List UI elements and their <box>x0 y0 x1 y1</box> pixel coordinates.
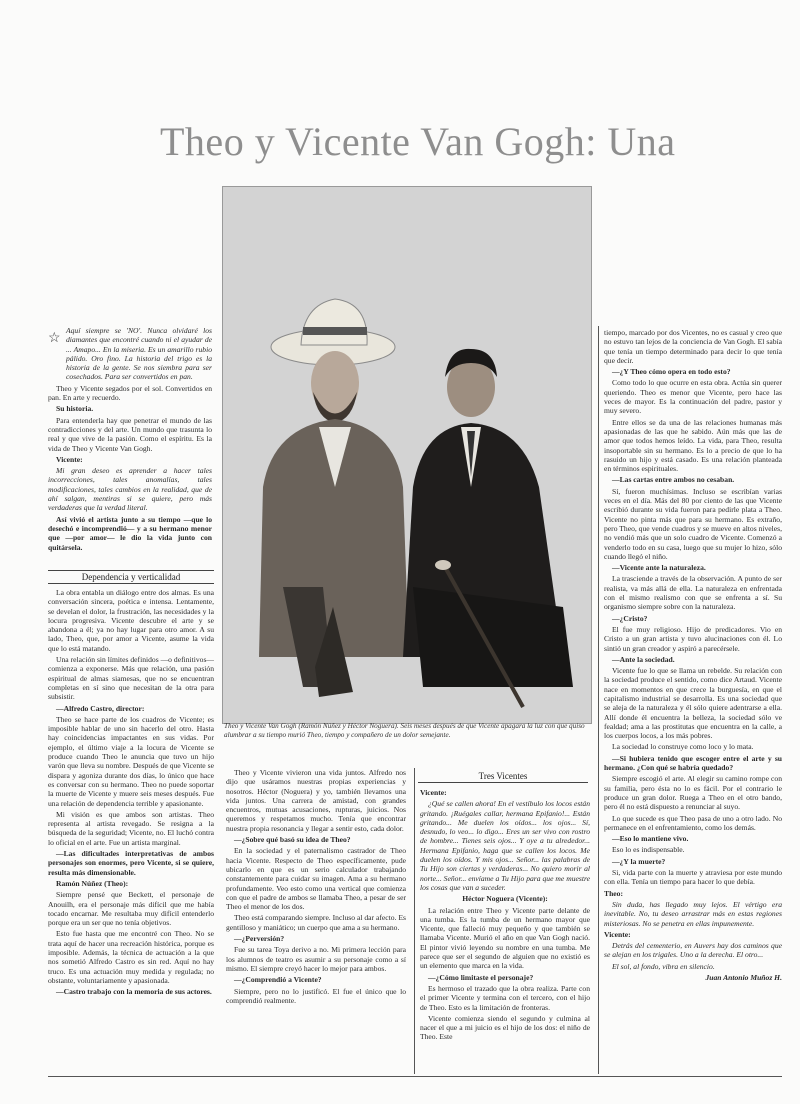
paragraph: En la sociedad y el paternalismo castrador de Theo hacia Vicente. Respecto de Theo específicamente, pude ubicarlo en que es un serio calculador trabajando constantemente para cuidar su imagen. Ama a su hermano profundamente. Veo esto como una vertical que comienza con que el padre de ambos se llamaba Theo, a pesar de ser Theo el menor de los dos. <box>226 846 406 912</box>
box-title: Tres Vicentes <box>418 770 588 783</box>
page-rule <box>48 1076 782 1077</box>
paragraph: Eso lo es indispensable. <box>612 845 685 855</box>
article-photo <box>222 186 592 724</box>
star-icon: ☆ <box>48 331 61 346</box>
intro-paragraph: Theo y Vicente segados por el sol. Convertidos en pan. En arte y recuerdo. <box>48 383 212 403</box>
paragraph: Es hermoso el trazado que la obra realiza. Parte con el primer Vicente y termina con el tercero, con el hijo de Theo. Esto es la limitación de fronteras. <box>420 983 590 1012</box>
paragraph: Siempre escogió el arte. Al elegir su camino rompe con su familia, pero ésta no lo es fácil. Por el contrario le produce un gran dolor. Ruega a Theo en el otro bando, pero él no está dispuesto a renunciar al suyo. <box>604 774 782 812</box>
intro-quote: Aquí siempre se 'NO'. Nunca olvidaré los diamantes que encontré cuando ni el ayudar de ... Amapo... En la miseria. Es un amarillo rubio pálido. Oro fino. La historia del trigo es la historia de la gente. Se nos siembra para ser cosechados. Para ser convertidos en pan. <box>66 326 212 382</box>
paragraph: Fue su tarea Toya derivo a no. Mi primera lección para los alumnos de teatro es asumir a su personaje como a sí mismo. El siempre creyó hacer lo mejor para ambos. <box>226 945 406 973</box>
paragraph: —¿Perversión? <box>234 934 285 944</box>
paragraph: Héctor Noguera (Vicente): <box>462 894 548 904</box>
paragraph: Siempre, pero no lo justificó. El fue el único que lo comprendió realmente. <box>226 986 406 1005</box>
section-title: Dependencia y verticalidad <box>48 570 214 584</box>
intro-paragraph: Vicente: <box>56 454 83 464</box>
paragraph: El fue muy religioso. Hijo de predicadores. Vio en Cristo a un gran artista y tuvo alucinaciones con él. Lo sintió un gran creador y aspiró a parecérsele. <box>604 624 782 653</box>
left-column <box>48 588 214 1044</box>
paragraph: —¿Y Theo cómo opera en todo esto? <box>612 367 731 377</box>
paragraph: Si, vida parte con la muerte y atraviesa por este mundo con ella. Tenía un tiempo para hacer lo que debía. <box>604 868 782 887</box>
paragraph: La trasciende a través de la observación. A punto de ser realista, va más allá de ella. La naturaleza en enfrentada con el mismo realismo con que se enfrenta a sí. Su organismo siempre sobre con la naturaleza. <box>604 574 782 612</box>
paragraph: —Castro trabajo con la memoria de sus actores. <box>56 987 212 997</box>
paragraph: —Las dificultades interpretativas de ambos personajes son enormes, pero Vicente, si se quiere, resulta más dimensionable. <box>48 849 214 877</box>
paragraph: —Las cartas entre ambos no cesaban. <box>612 475 735 485</box>
paragraph: Theo está comparando siempre. Incluso al dar afecto. Es gentilloso y maniático; un cuerpo que ama a su hermano. <box>226 913 406 932</box>
paragraph: ¿Qué se callen ahora! En el vestíbulo los locos están gritando. ¡Ruégales callar, hermana Epifanio!... Están gritando... Me duelen los oídos... los ojos... Sí, desnudo, lo veo... lo digo... Eres un ser vivo con rostro de hombre... Tienes seis ojos... Y oye a tu alrededor... Hermana Epifanio, haga que se callen los locos. Me duelen los oídos. Y mis ojos... Señor... las palabras de Tu Hijo son ciertas y verdaderas... No quiero morir al norte... Señor... envíame a Tu Hijo para que me muestre los cosas que van a suceder. <box>420 799 590 892</box>
paragraph: Siempre pensé que Beckett, el personaje de Anouilh, era el personaje más difícil que me había tocado encarnar. Me resultaba muy difícil entenderlo porque era un ser que no tenía objetivos. <box>48 890 214 928</box>
paragraph: Vicente: <box>604 929 631 939</box>
paragraph: Mi visión es que ambos son artistas. Theo representa al artista revegado. Se resigna a la búsqueda de la seguridad; Vicente, no. El luchó contra lo oficial en el arte. Fue un artista marginal. <box>48 809 214 847</box>
right-column <box>604 328 782 1080</box>
box-column <box>420 788 590 1074</box>
paragraph: Como todo lo que ocurre en esta obra. Actúa sin querer queriendo. Theo es menor que Vicente, pero hace las veces de mayor. Es la continuación del padre, pastor y muy severo. <box>604 378 782 416</box>
paragraph: —¿Y la muerte? <box>612 856 666 866</box>
column-divider <box>598 326 599 1074</box>
paragraph: Vicente comienza siendo el segundo y culmina al nacer el que a mi juicio es el hijo de los dos: el niño de Theo. Este <box>420 1013 590 1042</box>
paragraph: La relación entre Theo y Vicente parte delante de una tumba. Es la tumba de un hermano mayor que Vicente, que falleció muy pequeño y que también se llamaba Vicente. Murió el año en que Van Gogh nació. El pintor vivió leyendo su nombre en una tumba. Me parece que ser el segundo de alguien que no existió es un elemento que marca en la vida. <box>420 905 590 971</box>
photo-caption: Theo y Vicente Van Gogh (Ramón Núñez y Héctor Noguera). Seis meses después de que Vicente apagara la luz con que quiso alumbrar a su tiempo murió Theo, tiempo y compañero de un dolor semejante. <box>224 722 585 739</box>
paragraph: Sí, fueron muchísimas. Incluso se escribían varias veces en el día. Más del 80 por ciento de las que Vicente escribió durante su vida fueron para pedirle plata a Theo. Vicente no pinta más que para su hermano. Es extraño, pero Theo, que vende cuadros y se mueve en altos niveles, no vendió más que un solo cuadro de Vicente. Comenzó a venderlo todo en su casa, luego que su mujer lo hizo, sólo cuando llegó el niño. <box>604 486 782 561</box>
paragraph: La sociedad lo construye como loco y lo mata. <box>612 742 754 752</box>
paragraph: —¿Cristo? <box>612 613 648 623</box>
middle-column <box>226 768 406 1068</box>
paragraph: La obra entabla un diálogo entre dos almas. Es una conversación sincera, poética e intensa. Lentamente, se develan el dolor, la frustración, las necesidades y la locura progresiva. Vicente descubre el arte y se abandona a él; ya no hay lugar para otro amor. A su lado, Theo, que, por amor a Vicente, asume la vida que lo está matando. <box>48 588 214 653</box>
paragraph: —Si hubiera tenido que escoger entre el arte y su hermano. ¿Con qué se habría quedado? <box>604 753 782 773</box>
paragraph: Ramón Núñez (Theo): <box>56 878 129 888</box>
paragraph: —Alfredo Castro, director: <box>56 703 145 713</box>
intro-paragraph: Para entenderla hay que penetrar el mundo de las contradicciones y del arte. Un mundo que trasunta lo real y que vive de la pasión. Como el espíritu. Es la vida de Theo y Vicente Van Gogh. <box>48 415 212 453</box>
paragraph: Theo: <box>604 888 623 898</box>
paragraph: Theo se hace parte de los cuadros de Vicente; es imposible hablar de uno sin hacerlo del otro. Hasta hay coincidencias impactantes en sus vidas. Por ejemplo, el último viaje a la locura de Vicente se produce cuando Theo le anuncia que tuvo un hijo varón que lleva su nombre. Después de que Vicente se dispara y agoniza durante dos días, lo único que hace es conversar con su hermano. Theo no puede soportar la muerte de Vicente y muere seis meses después. Fue una relación de dependencia terrible y apasionante. <box>48 714 214 808</box>
paragraph: Theo y Vicente vivieron una vida juntos. Alfredo nos dijo que usáramos nuestras propias experiencias y nosotros. Héctor (Noguera) y yo, también llevamos una vida juntos. Una carrera de amistad, con grandes encuentros, mutuas acusaciones, rupturas, juicios. Nos queremos y respetamos mucho. Tenía que encontrar nuestra propia resonancia y llegar a sentir esto, cada dolor. <box>226 768 406 833</box>
paragraph: Detrás del cementerio, en Auvers hay dos caminos que se alejan en los trigales. Uno a la derecha. El otro... <box>604 941 782 960</box>
paragraph: Vicente fue lo que se llama un rebelde. Su relación con la sociedad produce el sentido, como dice Artaud. Vicente nace en momentos en que crece la burguesía, en que el capitalismo industrial se desarrolla. Es una sociedad que se aleja de la naturaleza y él sólo quiere adentrarse a ella. Allí donde él encuentra la belleza, la sociedad sólo ve fealdad; ama a las prostitutas que encuentra en la calle, a los cuerpos locos, a los más pobres. <box>604 666 782 741</box>
paragraph: El sol, al fondo, vibra en silencio. <box>612 961 715 971</box>
paragraph: Esto fue hasta que me encontré con Theo. No se trata aquí de hacer una recreación histórica, porque es imposible. Además, la técnica de actuación a la que nos sometió Alfredo Castro es sin red. Aquí no hay truco. Es una actuación muy medida y regulada; no obstante, voluntariamente y apasionada. <box>48 929 214 985</box>
paragraph: Una relación sin límites definidos —o definitivos— comienza a exponerse. Más que relación, una pasión espiritual de almas siamesas, que no se encuentran completas en sí sino que necesitan de la otra para subsistir. <box>48 655 214 702</box>
paragraph: —¿Cómo limitaste el personaje? <box>428 972 534 982</box>
paragraph: —Vicente ante la naturaleza. <box>612 563 706 573</box>
intro-paragraph: Su historia. <box>56 404 94 414</box>
intro-paragraph: Así vivió el artista junto a su tiempo —que lo desechó e incomprendió— y a su hermano menor que —por amor— le dio la vida junto con quitársela. <box>48 514 212 552</box>
paragraph: tiempo, marcado por dos Vicentes, no es casual y creo que no estuvo tan lejos de la conciencia de Van Gogh. El sabía que tenía un tiempo determinado para decir lo que tenía que decir. <box>604 328 782 365</box>
paragraph: Sin duda, has llegado muy lejos. El vértigo era inevitable. No, tu deseo arrastrar más en estas regiones misteriosas. No se penetra en ellas impunemente. <box>604 899 782 928</box>
paragraph: Lo que sucede es que Theo pasa de uno a otro lado. No permanece en el enfrentamiento, como los demás. <box>604 813 782 832</box>
actors-illustration <box>223 187 591 723</box>
paragraph: —¿Sobre qué basó su idea de Theo? <box>234 835 351 845</box>
intro-column <box>48 326 212 566</box>
paragraph: —¿Comprendió a Vicente? <box>234 975 322 985</box>
paragraph: —Eso lo mantiene vivo. <box>612 834 689 844</box>
article-headline: Theo y Vicente Van Gogh: Una <box>160 119 676 164</box>
box-divider <box>414 768 415 1074</box>
paragraph: Entre ellos se da una de las relaciones humanas más apasionadas de las que he sabido. Aún más que las de amor que todos hemos leído. La vida, para Theo, resulta insoportable sin su hermano. Es lo a precio de que lo ha rasuido un hijo y está casado. Es una relación planteada en términos espirituales. <box>604 417 782 474</box>
byline: Juan Antonio Muñoz H. <box>705 973 782 982</box>
paragraph: Vicente: <box>420 788 447 797</box>
intro-paragraph: Mi gran deseo es aprender a hacer tales incorrecciones, tales anomalías, tales modificaciones, tales cambios en la realidad, que de ahí salgan, mentiras si se quiere, pero más verdaderas que la verdad literal. <box>48 466 212 513</box>
paragraph: —Ante la sociedad. <box>612 654 675 664</box>
